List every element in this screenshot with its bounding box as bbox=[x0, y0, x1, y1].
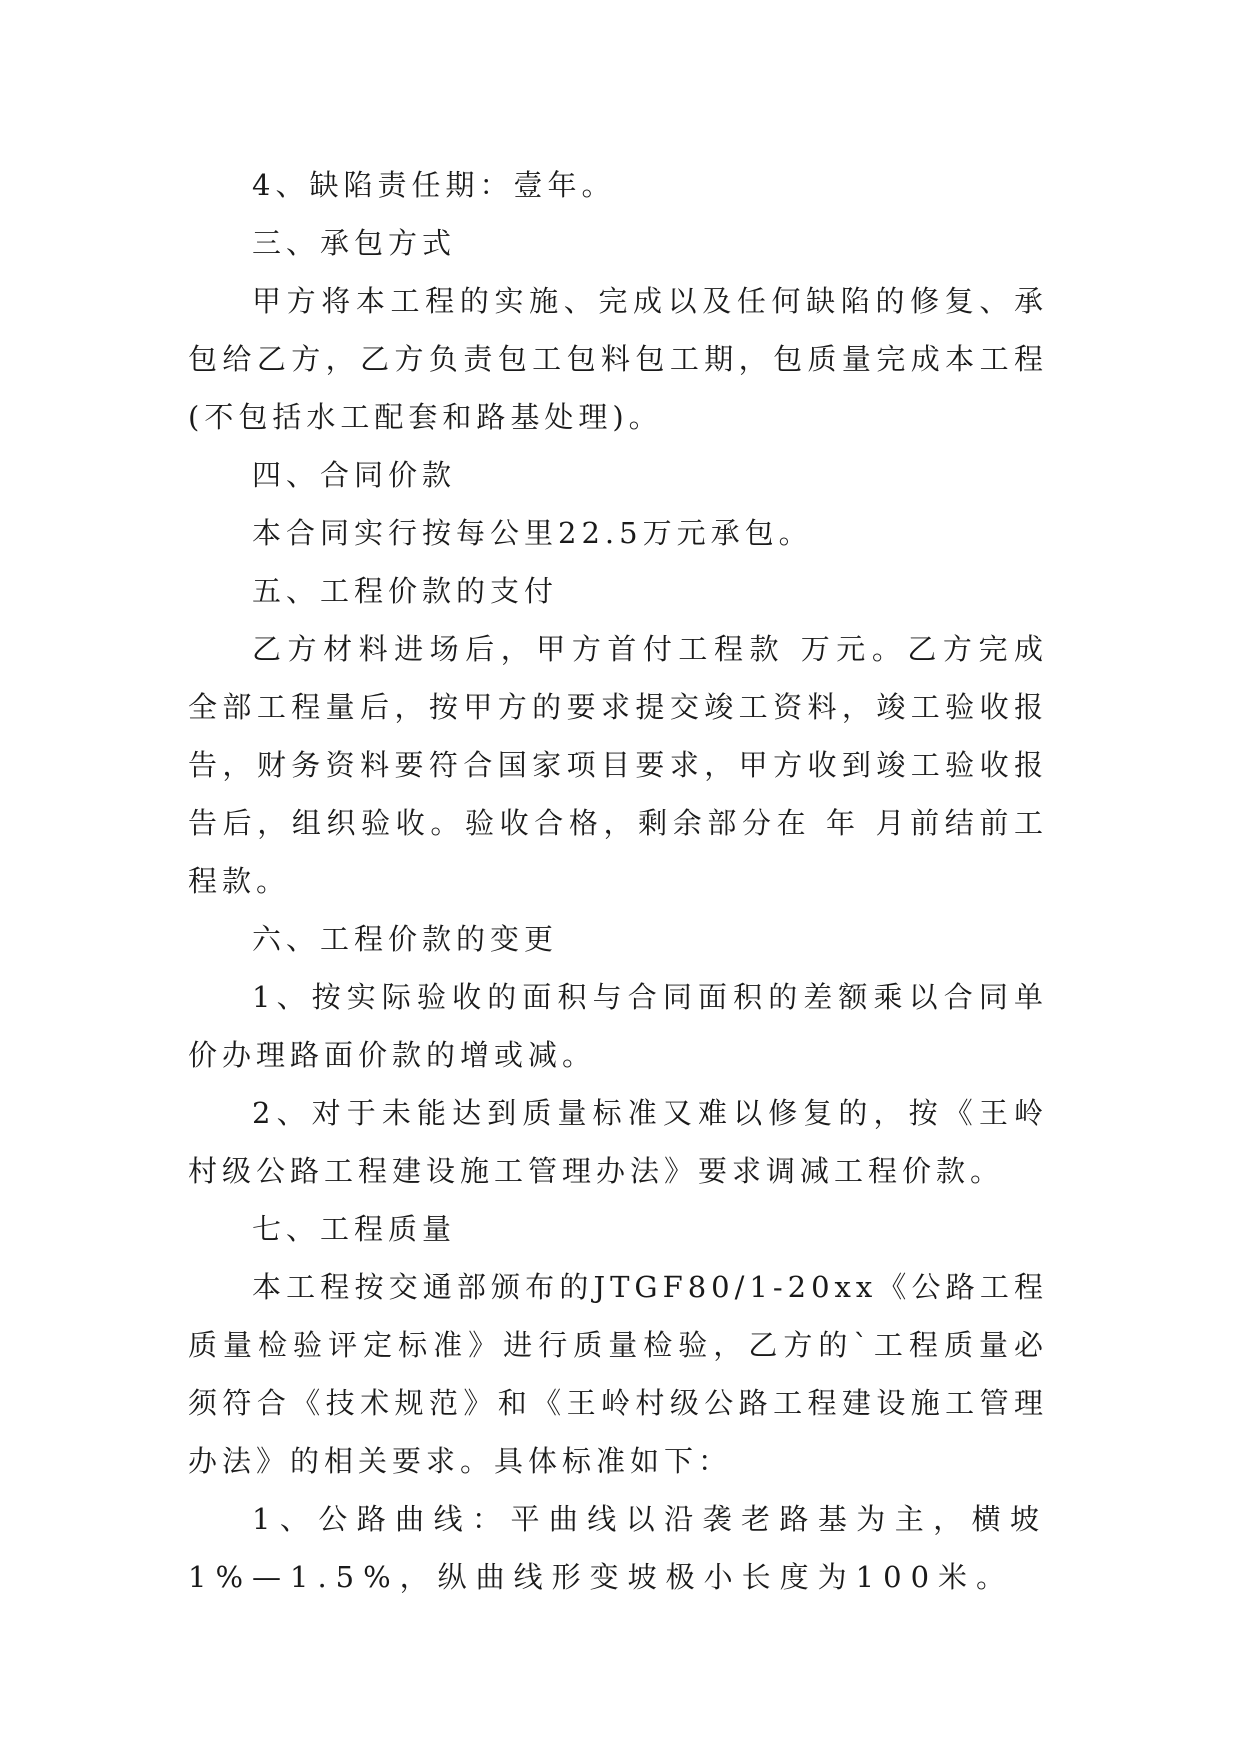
heading-contract-price: 四、合同价款 bbox=[252, 458, 457, 492]
paragraph-defect-liability: 4、缺陷责任期：壹年。 bbox=[252, 168, 616, 202]
heading-contract-method: 三、承包方式 bbox=[252, 226, 457, 260]
paragraph-contract-method: 甲方将本工程的实施、完成以及任何缺陷的修复、承包给乙方，乙方负责包工包料包工期，包质量完成本工程(不包括水工配套和路基处理)。 bbox=[188, 284, 1048, 434]
paragraph-price-change-1: 1、按实际验收的面积与合同面积的差额乘以合同单价办理路面价款的增或减。 bbox=[188, 980, 1048, 1072]
heading-payment: 五、工程价款的支付 bbox=[252, 574, 559, 608]
document-body bbox=[188, 156, 1048, 1606]
paragraph-road-curve: 1、公路曲线：平曲线以沿袭老路基为主，横坡1%—1.5%，纵曲线形变坡极小长度为100米。 bbox=[188, 1502, 1048, 1594]
paragraph-quality: 本工程按交通部颁布的JTGF80/1-20xx《公路工程质量检验评定标准》进行质量检验，乙方的`工程质量必须符合《技术规范》和《王岭村级公路工程建设施工管理办法》的相关要求。具体标准如下： bbox=[188, 1270, 1048, 1478]
heading-price-change: 六、工程价款的变更 bbox=[252, 922, 559, 956]
paragraph-payment: 乙方材料进场后，甲方首付工程款 万元。乙方完成全部工程量后，按甲方的要求提交竣工资料，竣工验收报告，财务资料要符合国家项目要求，甲方收到竣工验收报告后，组织验收。验收合格，剩余部分在 年 月前结前工程款。 bbox=[188, 632, 1048, 898]
paragraph-price-change-2: 2、对于未能达到质量标准又难以修复的，按《王岭村级公路工程建设施工管理办法》要求调减工程价款。 bbox=[188, 1096, 1048, 1188]
paragraph-contract-price: 本合同实行按每公里22.5万元承包。 bbox=[252, 516, 813, 550]
heading-quality: 七、工程质量 bbox=[252, 1212, 457, 1246]
